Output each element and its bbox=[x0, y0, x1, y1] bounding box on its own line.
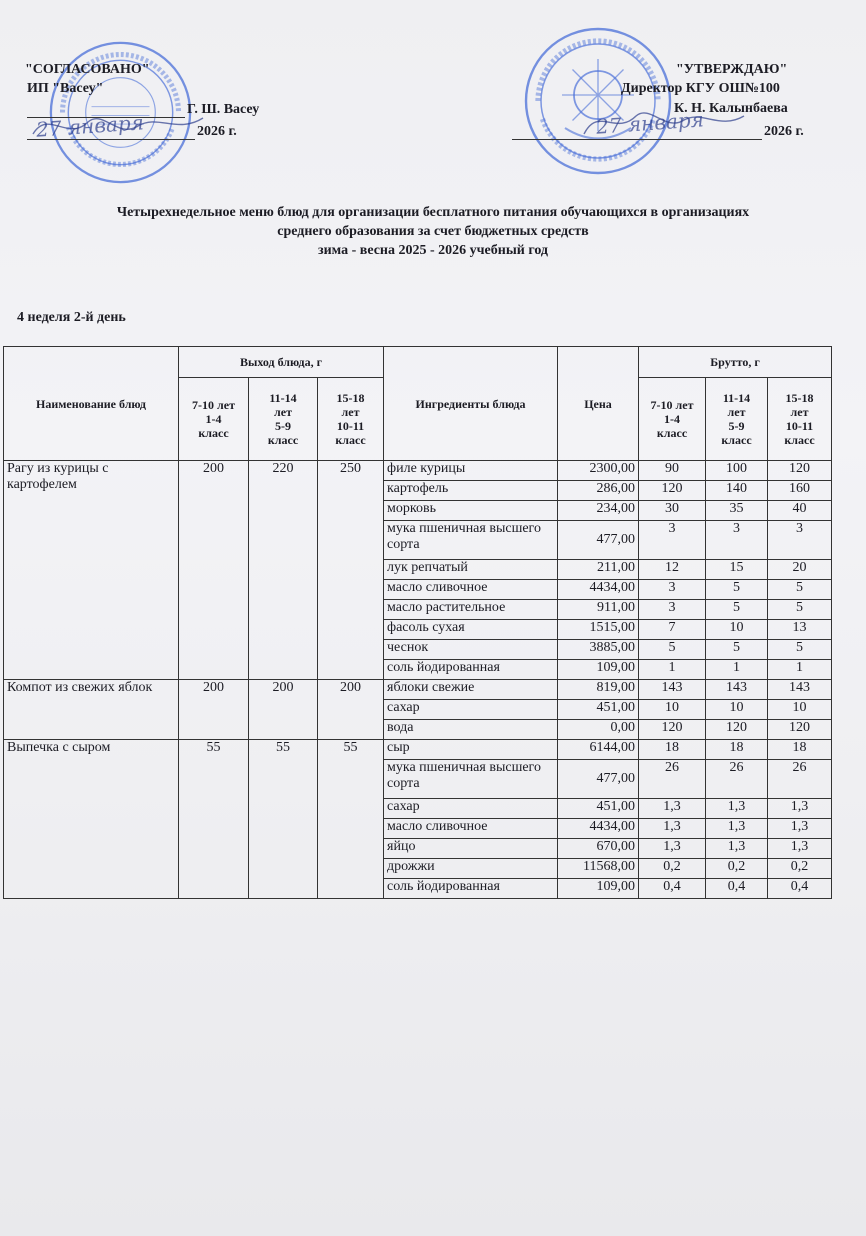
table-row bbox=[4, 740, 832, 760]
ingredient-gross-2: 1,3 bbox=[706, 799, 768, 819]
dish-output-1: 200 bbox=[179, 680, 249, 740]
header-gross-col-3-line: класс bbox=[784, 433, 815, 447]
header-gross-col-1 bbox=[639, 378, 706, 461]
ingredient-price: 2300,00 bbox=[558, 461, 639, 481]
ingredient-price: 1515,00 bbox=[558, 620, 639, 640]
ingredient-gross-1: 143 bbox=[639, 680, 706, 700]
ingredient-gross-2: 100 bbox=[706, 461, 768, 481]
ingredient-gross-2: 1,3 bbox=[706, 839, 768, 859]
ingredient-gross-2: 15 bbox=[706, 560, 768, 580]
header-gross-col-2-line: класс bbox=[721, 433, 752, 447]
dish-output-2: 55 bbox=[249, 740, 318, 899]
header-output-col-3-line: класс bbox=[335, 433, 366, 447]
ingredient-name: мука пшеничная высшего сорта bbox=[384, 760, 558, 799]
dish-name: Рагу из курицы с картофелем bbox=[4, 461, 179, 680]
ingredient-price: 234,00 bbox=[558, 501, 639, 521]
document-title-line2: среднего образования за счет бюджетных средств bbox=[277, 224, 589, 239]
ingredient-gross-3: 26 bbox=[768, 760, 832, 799]
dish-output-3: 55 bbox=[318, 740, 384, 899]
ingredient-gross-3: 5 bbox=[768, 640, 832, 660]
ingredient-gross-3: 143 bbox=[768, 680, 832, 700]
table-row bbox=[4, 680, 832, 700]
ingredient-price: 819,00 bbox=[558, 680, 639, 700]
ingredient-price: 670,00 bbox=[558, 839, 639, 859]
ingredient-name: чеснок bbox=[384, 640, 558, 660]
ingredient-price: 211,00 bbox=[558, 560, 639, 580]
header-gross-col-3-line: 15-18 bbox=[785, 391, 814, 405]
header-output-col-2-line: 11-14 bbox=[269, 391, 297, 405]
ingredient-gross-3: 5 bbox=[768, 600, 832, 620]
header-gross-col-3-line: лет bbox=[790, 405, 809, 419]
header-output-col-2-line: класс bbox=[267, 433, 299, 447]
header-output-col-2-line: 5-9 bbox=[275, 419, 291, 433]
header-output-col-3-line: лет bbox=[341, 405, 360, 419]
ingredient-gross-1: 18 bbox=[639, 740, 706, 760]
header-ingredients: Ингредиенты блюда bbox=[384, 347, 558, 461]
dish-output-3: 200 bbox=[318, 680, 384, 740]
ingredient-price: 477,00 bbox=[558, 521, 639, 560]
ingredient-gross-3: 20 bbox=[768, 560, 832, 580]
ingredient-gross-3: 18 bbox=[768, 740, 832, 760]
header-gross-group: Брутто, г bbox=[639, 347, 832, 378]
approval-left-org: ИП "Васеу" bbox=[27, 81, 104, 96]
ingredient-gross-3: 120 bbox=[768, 461, 832, 481]
ingredient-price: 451,00 bbox=[558, 700, 639, 720]
ingredient-gross-2: 26 bbox=[706, 760, 768, 799]
header-gross-col-2-line: 11-14 bbox=[722, 391, 751, 405]
ingredient-gross-2: 5 bbox=[706, 580, 768, 600]
header-output-col-1-line: класс bbox=[198, 426, 229, 440]
ingredient-price: 451,00 bbox=[558, 799, 639, 819]
ingredient-gross-1: 1,3 bbox=[639, 799, 706, 819]
ingredient-gross-2: 0,2 bbox=[706, 859, 768, 879]
approval-right-signature-date: 27 января bbox=[595, 107, 705, 139]
ingredient-gross-3: 1,3 bbox=[768, 799, 832, 819]
ingredient-price: 477,00 bbox=[558, 760, 639, 799]
ingredient-name: соль йодированная bbox=[384, 879, 558, 899]
ingredient-gross-2: 120 bbox=[706, 720, 768, 740]
header-output-group: Выход блюда, г bbox=[179, 347, 384, 378]
ingredient-name: масло сливочное bbox=[384, 819, 558, 839]
header-gross-col-3-line: 10-11 bbox=[785, 419, 814, 433]
ingredient-name: фасоль сухая bbox=[384, 620, 558, 640]
ingredient-gross-1: 12 bbox=[639, 560, 706, 580]
header-output-col-3-line: 10-11 bbox=[336, 419, 365, 433]
ingredient-gross-3: 1,3 bbox=[768, 839, 832, 859]
ingredient-name: филе курицы bbox=[384, 461, 558, 481]
ingredient-gross-2: 10 bbox=[706, 700, 768, 720]
header-gross-col-1-line: класс bbox=[656, 426, 688, 440]
ingredient-gross-1: 0,4 bbox=[639, 879, 706, 899]
ingredient-gross-1: 26 bbox=[639, 760, 706, 799]
ingredient-gross-1: 0,2 bbox=[639, 859, 706, 879]
ingredient-name: яйцо bbox=[384, 839, 558, 859]
ingredient-name: лук репчатый bbox=[384, 560, 558, 580]
header-output-col-3 bbox=[318, 378, 384, 461]
ingredient-price: 0,00 bbox=[558, 720, 639, 740]
ingredient-gross-2: 1,3 bbox=[706, 819, 768, 839]
ingredient-name: вода bbox=[384, 720, 558, 740]
ingredient-gross-2: 5 bbox=[706, 640, 768, 660]
ingredient-gross-1: 10 bbox=[639, 700, 706, 720]
ingredient-price: 3885,00 bbox=[558, 640, 639, 660]
ingredient-gross-2: 5 bbox=[706, 600, 768, 620]
header-gross-col-1-line: 7-10 лет bbox=[650, 398, 694, 412]
ingredient-gross-1: 3 bbox=[639, 521, 706, 560]
header-output-col-1-line: 7-10 лет bbox=[192, 398, 235, 412]
dish-name: Компот из свежих яблок bbox=[4, 680, 179, 740]
table-row bbox=[4, 461, 832, 481]
approval-left-date-suffix: 2026 г. bbox=[197, 124, 237, 139]
ingredient-gross-3: 5 bbox=[768, 580, 832, 600]
header-gross-col-1-line: 1-4 bbox=[664, 412, 681, 426]
ingredient-gross-1: 90 bbox=[639, 461, 706, 481]
ingredient-price: 11568,00 bbox=[558, 859, 639, 879]
ingredient-gross-3: 3 bbox=[768, 521, 832, 560]
document-title-line1: Четырехнедельное меню блюд для организации бесплатного питания обучающихся в организациях bbox=[116, 205, 750, 220]
ingredient-gross-3: 120 bbox=[768, 720, 832, 740]
ingredient-gross-3: 13 bbox=[768, 620, 832, 640]
approval-left-heading: "СОГЛАСОВАНО" bbox=[25, 62, 150, 77]
ingredient-gross-2: 3 bbox=[706, 521, 768, 560]
ingredient-gross-1: 120 bbox=[639, 720, 706, 740]
ingredient-price: 6144,00 bbox=[558, 740, 639, 760]
ingredient-gross-2: 140 bbox=[706, 481, 768, 501]
dish-output-2: 220 bbox=[249, 461, 318, 680]
header-output-col-2-line: лет bbox=[274, 405, 292, 419]
header-price: Цена bbox=[558, 347, 639, 461]
ingredient-gross-2: 18 bbox=[706, 740, 768, 760]
ingredient-price: 109,00 bbox=[558, 660, 639, 680]
dish-output-3: 250 bbox=[318, 461, 384, 680]
menu-table bbox=[3, 346, 832, 899]
ingredient-name: картофель bbox=[384, 481, 558, 501]
document-title-line3: зима - весна 2025 - 2026 учебный год bbox=[317, 243, 549, 258]
dish-output-2: 200 bbox=[249, 680, 318, 740]
ingredient-price: 286,00 bbox=[558, 481, 639, 501]
day-label: 4 неделя 2-й день bbox=[17, 310, 126, 325]
ingredient-gross-3: 1,3 bbox=[768, 819, 832, 839]
header-output-col-1-line: 1-4 bbox=[205, 412, 222, 426]
dish-output-1: 55 bbox=[179, 740, 249, 899]
ingredient-price: 109,00 bbox=[558, 879, 639, 899]
ingredient-price: 911,00 bbox=[558, 600, 639, 620]
approval-right-position: Директор КГУ ОШ№100 bbox=[621, 81, 780, 96]
ingredient-name: яблоки свежие bbox=[384, 680, 558, 700]
header-gross-col-2-line: 5-9 bbox=[728, 419, 745, 433]
header-dish-name: Наименование блюд bbox=[4, 347, 179, 461]
ingredient-name: мука пшеничная высшего сорта bbox=[384, 521, 558, 560]
header-output-col-1 bbox=[179, 378, 249, 461]
approval-right-date-suffix: 2026 г. bbox=[764, 124, 804, 139]
ingredient-gross-1: 1,3 bbox=[639, 839, 706, 859]
ingredient-name: соль йодированная bbox=[384, 660, 558, 680]
ingredient-name: масло растительное bbox=[384, 600, 558, 620]
ingredient-name: сахар bbox=[384, 799, 558, 819]
ingredient-gross-1: 3 bbox=[639, 600, 706, 620]
ingredient-price: 4434,00 bbox=[558, 819, 639, 839]
ingredient-gross-1: 3 bbox=[639, 580, 706, 600]
header-output-col-3-line: 15-18 bbox=[336, 391, 365, 405]
ingredient-gross-2: 143 bbox=[706, 680, 768, 700]
ingredient-gross-1: 5 bbox=[639, 640, 706, 660]
header-output-col-2 bbox=[249, 378, 318, 461]
ingredient-gross-3: 0,2 bbox=[768, 859, 832, 879]
header-gross-col-2-line: лет bbox=[727, 405, 746, 419]
approval-right-heading: "УТВЕРЖДАЮ" bbox=[676, 62, 788, 77]
ingredient-name: морковь bbox=[384, 501, 558, 521]
ingredient-gross-2: 10 bbox=[706, 620, 768, 640]
ingredient-name: сыр bbox=[384, 740, 558, 760]
ingredient-gross-3: 40 bbox=[768, 501, 832, 521]
ingredient-gross-3: 160 bbox=[768, 481, 832, 501]
approval-right-name: К. Н. Калынбаева bbox=[674, 101, 788, 116]
approval-left-signature-date: 27 января bbox=[35, 110, 145, 142]
ingredient-gross-2: 1 bbox=[706, 660, 768, 680]
ingredient-gross-2: 35 bbox=[706, 501, 768, 521]
ingredient-gross-1: 120 bbox=[639, 481, 706, 501]
ingredient-gross-1: 7 bbox=[639, 620, 706, 640]
dish-output-1: 200 bbox=[179, 461, 249, 680]
ingredient-name: сахар bbox=[384, 700, 558, 720]
header-gross-col-3 bbox=[768, 378, 832, 461]
ingredient-gross-3: 0,4 bbox=[768, 879, 832, 899]
ingredient-name: масло сливочное bbox=[384, 580, 558, 600]
ingredient-gross-1: 1 bbox=[639, 660, 706, 680]
ingredient-gross-2: 0,4 bbox=[706, 879, 768, 899]
header-gross-col-2 bbox=[706, 378, 768, 461]
ingredient-gross-1: 30 bbox=[639, 501, 706, 521]
ingredient-name: дрожжи bbox=[384, 859, 558, 879]
ingredient-gross-3: 1 bbox=[768, 660, 832, 680]
ingredient-gross-1: 1,3 bbox=[639, 819, 706, 839]
dish-name: Выпечка с сыром bbox=[4, 740, 179, 899]
approval-left-name: Г. Ш. Васеу bbox=[187, 102, 260, 117]
ingredient-gross-3: 10 bbox=[768, 700, 832, 720]
ingredient-price: 4434,00 bbox=[558, 580, 639, 600]
